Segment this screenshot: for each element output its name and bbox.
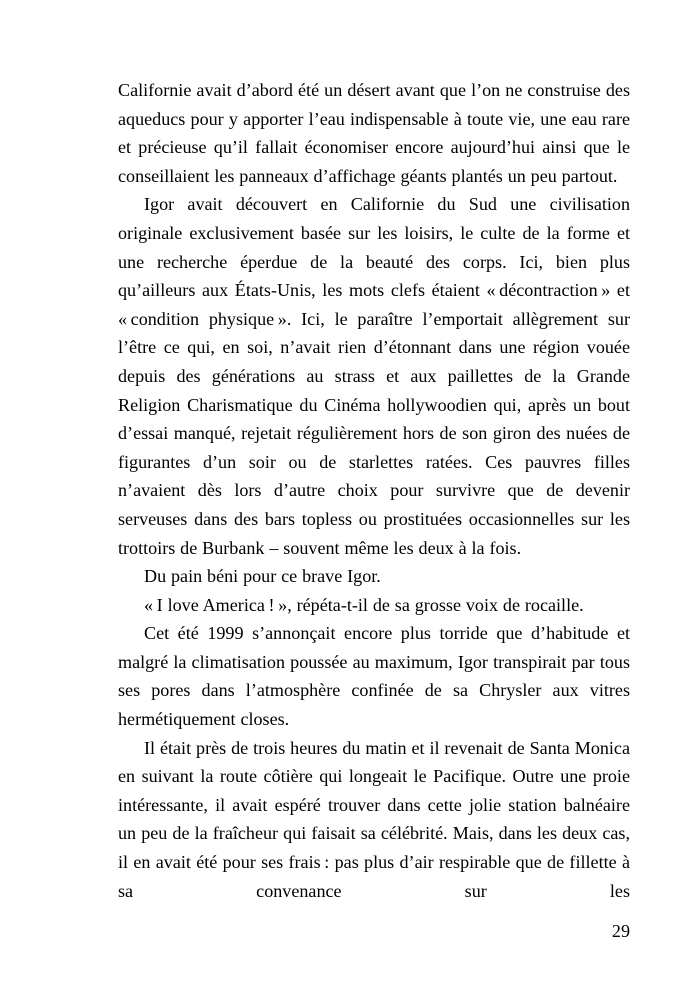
paragraph: Du pain béni pour ce brave Igor. [144,566,381,587]
page-number: 29 [611,920,630,941]
paragraph: « I love America ! », répéta-t-il de sa grosse voix de rocaille. [144,594,584,615]
paragraph: Cet été 1999 s’annonçait encore plus torride que d’habitude et malgré la climatisation poussée au maximum, Igor transpirait par tous ses pores dans l’atmosphère confinée de sa Chrysler aux vitres hermétiquement closes. [118,623,630,730]
paragraph: Igor avait découvert en Californie du Sud une civilisation originale exclusivement basée sur les loisirs, le culte de la forme et une recherche éperdue de la beauté des corps. Ici, bien plus qu’ailleurs aux États-Unis, les mots clefs étaient « décontraction » et « condition physique ». Ici, le paraître l’emportait allègrement sur l’être ce qui, en soi, n’avait rien d’étonnant dans une région vouée depuis des générations au strass et aux paillettes de la Grande Religion Charismatique du Cinéma hollywoodien qui, après un bout d’essai manqué, rejetait régulièrement hors de son giron des nuées de figurantes d’un soir ou de starlettes ratées. Ces pauvres filles n’avaient dès lors d’autre choix pour survivre que de devenir serveuses dans des bars topless ou prostituées occasionnelles sur les trottoirs de Burbank – souvent même les deux à la fois. [118,194,630,558]
paragraph: Il était près de trois heures du matin et il revenait de Santa Monica en suivant la route côtière qui longeait le Pacifique. Outre une proie intéressante, il avait espéré trouver dans cette jolie station balnéaire un peu de la fraîcheur qui faisait sa célébrité. Mais, dans les deux cas, il en avait été pour ses frais : pas plus d’air respirable que de fillette à sa convenance sur les [118,737,630,901]
body-text-column [118,76,630,905]
paragraph: Californie avait d’abord été un désert avant que l’on ne construise des aqueducs pour y apporter l’eau indispensable à toute vie, une eau rare et précieuse qu’il fallait économiser encore aujourd’hui ainsi que le conseillaient les panneaux d’affichage géants plantés un peu partout. [118,80,630,186]
